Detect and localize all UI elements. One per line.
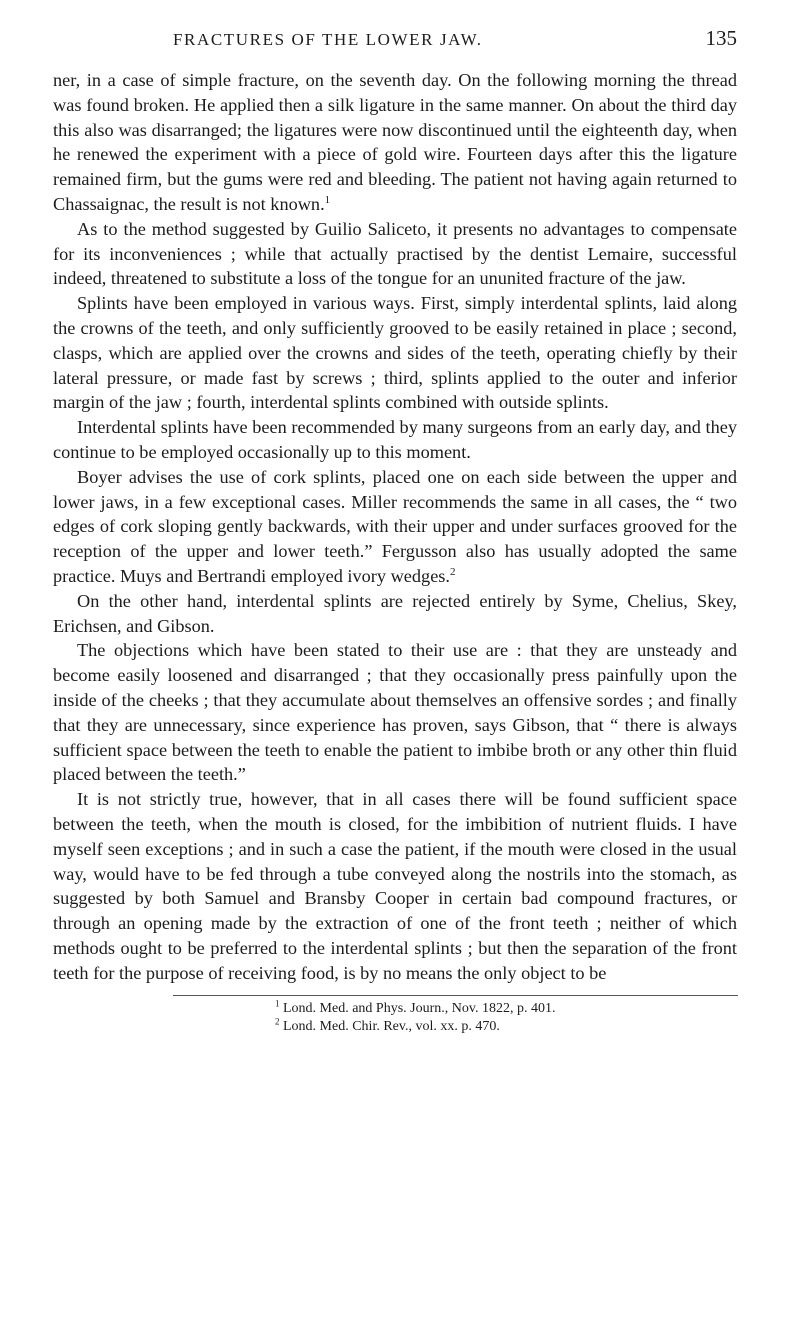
- body-text: [53, 68, 737, 985]
- page-header: [53, 22, 737, 62]
- footnote-divider: [173, 995, 738, 996]
- paragraph-text: Boyer advises the use of cork splints, placed one on each side between the upper and lower jaws, in a few exceptional cases. Miller recommends the same in all cases, the “ two edges of cork sloping gently backwards, with their upper and under surfaces grooved for the reception of the upper and lower teeth.” Fergusson also has usually adopted the same practice. Muys and Bertrandi employed ivory wedges.: [53, 466, 737, 586]
- book-page: [53, 22, 737, 1036]
- paragraph-text: Splints have been employed in various ways. First, simply interdental splints, laid along the crowns of the teeth, and only sufficiently grooved to be easily retained in place ; second, clasps, which are applied over the crowns and sides of the teeth, operating chiefly by their lateral pressure, or made fast by screws ; third, splints applied to the outer and inferior margin of the jaw ; fourth, interdental splints combined with outside splints.: [53, 293, 737, 413]
- paragraph-text: The objections which have been stated to their use are : that they are unsteady and become easily loosened and disarranged ; that they occasionally press painfully upon the inside of the cheeks ; that they accumulate about themselves an offensive sordes ; and finally that they are unnecessary, since experience has proven, says Gibson, that “ there is always sufficient space between the teeth to enable the patient to imbibe broth or any other thin fluid placed between the teeth.”: [53, 640, 737, 785]
- paragraph: [53, 415, 737, 465]
- footnote-ref: 1: [324, 193, 331, 206]
- paragraph: [53, 291, 737, 415]
- footnote-text: Lond. Med. and Phys. Journ., Nov. 1822, p. 401.: [283, 1001, 556, 1017]
- paragraph-text: As to the method suggested by Guilio Saliceto, it presents no advantages to compensate for its inconveniences ; while that actually practised by the dentist Lemaire, successful indeed, threatened to substitute a loss of the tongue for an ununited fracture of the jaw.: [53, 218, 737, 289]
- paragraph: [53, 787, 737, 985]
- footnote-text: Lond. Med. Chir. Rev., vol. xx. p. 470.: [283, 1019, 500, 1035]
- paragraph-text: ner, in a case of simple fracture, on the seventh day. On the following morning the thread was found broken. He applied then a silk ligature in the same manner. On about the third day this also was disarranged; the ligatures were now discontinued until the eighteenth day, when he renewed the experiment with a piece of gold wire. Fourteen days after this the ligature remained firm, but the gums were red and bleeding. The patient not having again returned to Chassaignac, the result is not known.: [53, 70, 737, 214]
- footnote: [275, 1000, 737, 1018]
- footnote: [275, 1018, 737, 1036]
- paragraph-text: Interdental splints have been recommended by many surgeons from an early day, and they continue to be employed occasionally up to this moment.: [53, 417, 737, 462]
- running-title: FRACTURES OF THE LOWER JAW.: [173, 30, 483, 49]
- paragraph-text: On the other hand, interdental splints are rejected entirely by Syme, Chelius, Skey, Erichsen, and Gibson.: [53, 590, 737, 636]
- paragraph: [53, 217, 737, 291]
- footnote-mark: 1: [275, 998, 280, 1009]
- footnote-ref: 2: [450, 565, 456, 578]
- paragraph: [53, 68, 737, 217]
- page-number: 135: [705, 26, 737, 50]
- footnote-mark: 2: [275, 1016, 280, 1027]
- paragraph: [53, 465, 737, 589]
- paragraph: [53, 589, 737, 639]
- footnotes: [53, 1000, 737, 1036]
- paragraph-text: It is not strictly true, however, that in all cases there will be found sufficient space between the teeth, when the mouth is closed, for the imbibition of nutrient fluids. I have myself seen exceptions ; and in such a case the patient, if the mouth were closed in the usual way, would have to be fed through a tube conveyed along the nostrils into the stomach, as suggested by both Samuel and Bransby Cooper in certain bad compound fractures, or through an opening made by the extraction of one of the front teeth ; neither of which methods ought to be preferred to the interdental splints ; but then the separation of the front teeth for the purpose of receiving food, is by no means the only object to be: [53, 789, 737, 983]
- paragraph: [53, 638, 737, 787]
